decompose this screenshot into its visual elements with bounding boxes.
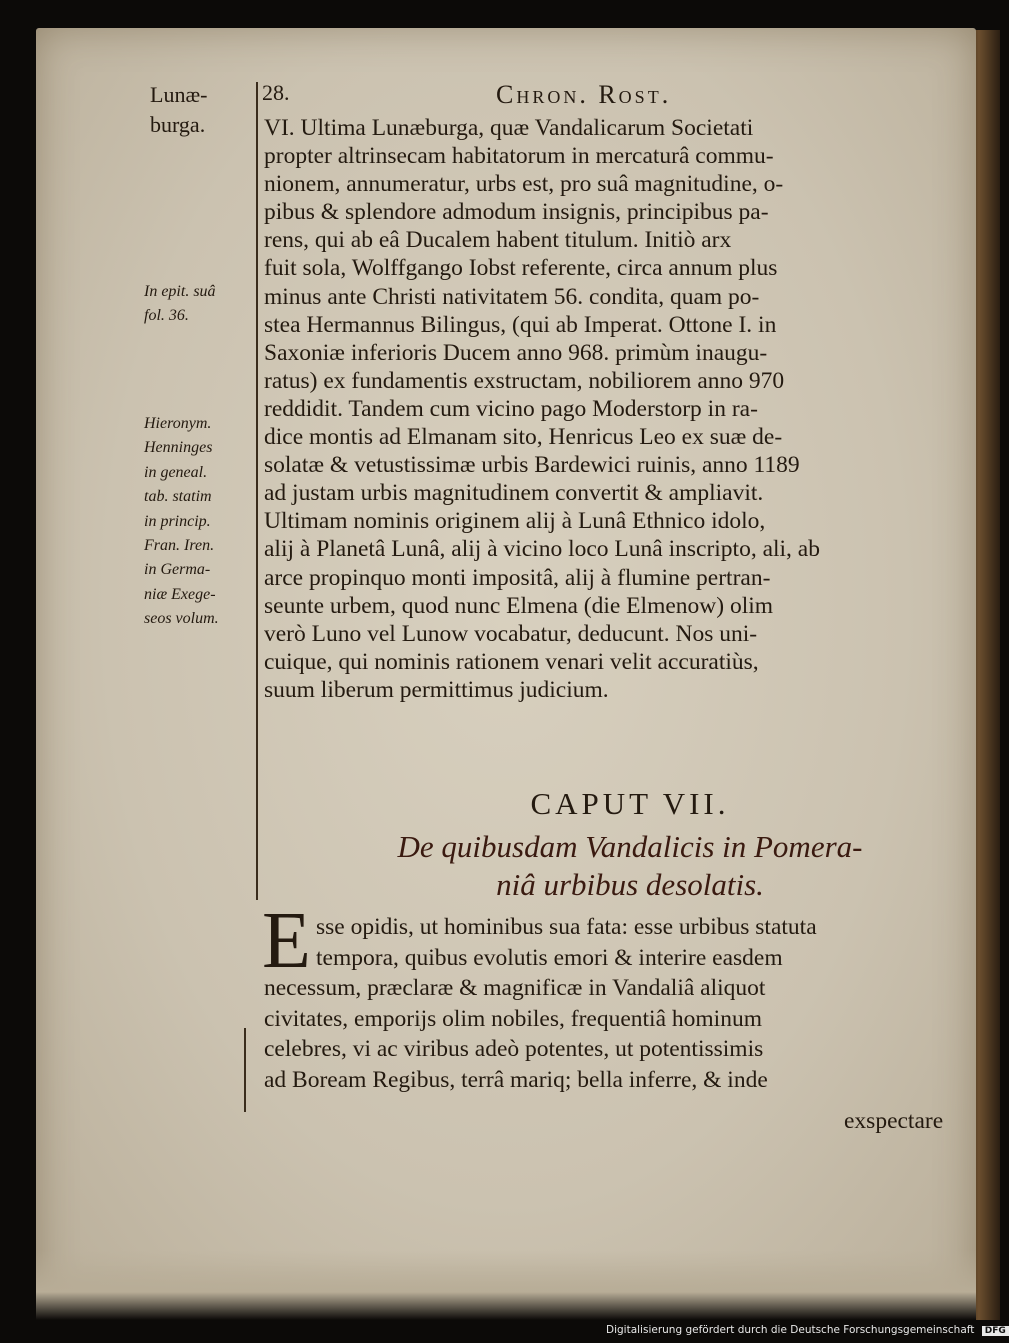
text-line: necessum, præclaræ & magnificæ in Vandaliâ aliquot [264, 975, 766, 1001]
page-number: 28. [262, 80, 290, 105]
text-line: sse opidis, ut hominibus sua fata: esse urbibus statuta [316, 914, 817, 940]
text-line: celebres, vi ac viribus adeò potentes, ut potentissimis [264, 1036, 764, 1062]
chapter-vii-text [264, 912, 924, 1095]
credit-text: Digitalisierung gefördert durch die Deutsche Forschungsgemeinschaft [606, 1324, 975, 1336]
chapter-number: CAPUT VII. [530, 786, 730, 821]
text-line: ad Boream Regibus, terrâ mariq; bella inferre, & inde [264, 1066, 768, 1093]
chapter-title-line-1: De quibusdam Vandalicis in Pomera- [397, 829, 863, 864]
text-line: propter altrinsecam habitatorum in mercaturâ commu- [264, 143, 774, 170]
drop-cap: E [262, 897, 311, 985]
margin-note-line: Fran. Iren. [144, 537, 215, 555]
text-line: minus ante Christi nativitatem 56. condita, quam po- [264, 283, 760, 310]
catchword: exspectare [844, 1108, 944, 1134]
text-line: solatæ & vetustissimæ urbis Bardewici ruinis, anno 1189 [264, 452, 800, 479]
text-line: civitates, emporijs olim nobiles, frequentiâ hominum [264, 1005, 762, 1032]
margin-note-line: in geneal. [144, 463, 208, 481]
page-bottom-edge [36, 1250, 976, 1320]
text-line: alij à Planetâ Lunâ, alij à vicino loco Lunâ inscripto, ali, ab [264, 536, 820, 563]
text-line: verò Luno vel Lunow vocabatur, deducunt. Nos uni- [264, 620, 758, 647]
margin-note-line: tab. statim [144, 488, 212, 506]
margin-rule [256, 82, 258, 900]
text-line: stea Hermannus Bilingus, (qui ab Imperat. Ottone I. in [264, 311, 777, 338]
chapter-title-line-2: niâ urbibus desolatis. [496, 867, 764, 902]
side-header: Lunæ-burga. [150, 82, 208, 137]
margin-note-line: in princip. [144, 512, 211, 530]
margin-note-line: Hieronym. [144, 415, 212, 432]
section-vi-text [264, 114, 924, 704]
dfg-logo: DFG [982, 1326, 1009, 1336]
text-line: cuique, qui nominis rationem venari velit accuratiùs, [264, 648, 759, 675]
text-line: Saxoniæ inferioris Ducem anno 968. primùm inaugu- [264, 339, 768, 366]
text-line: suum liberum permittimus judicium. [264, 676, 609, 703]
digitization-credit [606, 1324, 1009, 1336]
text-line: rens, qui ab eâ Ducalem habent titulum. Initiò arx [264, 227, 732, 254]
margin-note-line: in Germa- [144, 561, 211, 579]
margin-note-line: fol. 36. [144, 307, 189, 325]
text-line: reddidit. Tandem cum vicino pago Moderstorp in ra- [264, 395, 758, 422]
text-line: fuit sola, Wolffgango Iobst referente, circa annum plus [264, 255, 778, 282]
text-line: Ultimam nominis originem alij à Lunâ Ethnico idolo, [264, 508, 766, 535]
margin-note-line: seos volum. [144, 610, 219, 628]
text-line: ratus) ex fundamentis exstructam, nobiliorem anno 970 [264, 367, 785, 394]
text-line: nionem, annumeratur, urbs est, pro suâ magnitudine, o- [264, 171, 784, 198]
margin-note-references [144, 412, 254, 632]
margin-note-line: niæ Exege- [144, 585, 216, 603]
margin-note-line: Henninges [144, 439, 213, 457]
text-line: pibus & splendore admodum insignis, principibus pa- [264, 199, 769, 226]
margin-note-line: In epit. suâ [144, 283, 216, 300]
text-line: tempora, quibus evolutis emori & interire easdem [316, 944, 783, 971]
running-title: Chron. Rost. [496, 80, 672, 109]
text-line: ad justam urbis magnitudinem convertit & ampliavit. [264, 480, 764, 507]
text-line: dice montis ad Elmanam sito, Henricus Leo ex suæ de- [264, 424, 783, 451]
text-line: seunte urbem, quod nunc Elmena (die Elmenow) olim [264, 592, 774, 619]
text-line: arce propinquo monti impositâ, alij à flumine pertran- [264, 564, 771, 591]
margin-note-source [144, 280, 254, 329]
text-line: VI. Ultima Lunæburga, quæ Vandalicarum Societati [264, 115, 754, 141]
margin-rule-lower [244, 1028, 246, 1112]
